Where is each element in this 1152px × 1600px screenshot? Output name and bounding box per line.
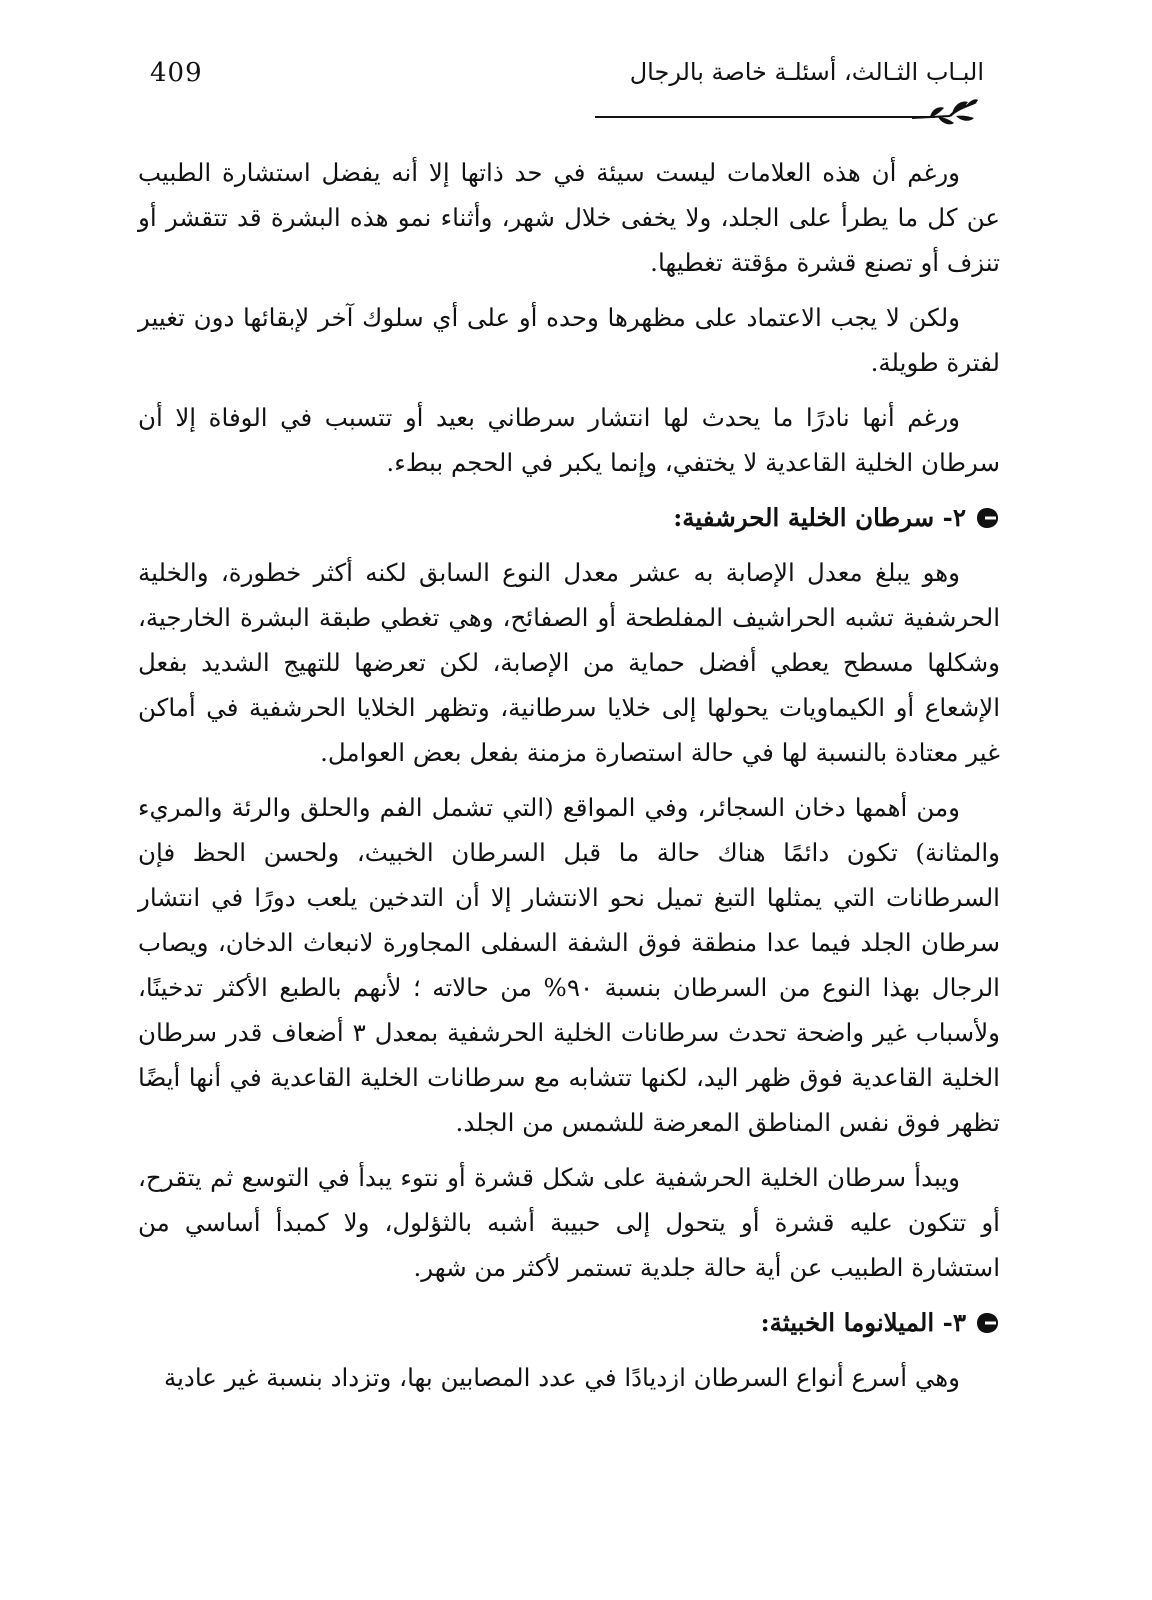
paragraph: ورغم أن هذه العلامات ليست سيئة في حد ذاتها إلا أنه يفضل استشارة الطبيب عن كل ما يطرأ على الجلد، ولا يخفى خلال شهر، وأثناء نمو هذه البشرة قد تتقشر أو تنزف أو تصنع قشرة مؤقتة تغطيها.	[138, 158, 1000, 277]
page-body	[138, 150, 1000, 1410]
paragraph: وهي أسرع أنواع السرطان ازديادًا في عدد المصابين بها، وتزداد بنسبة غير عادية	[163, 1363, 960, 1392]
paragraph: ويبدأ سرطان الخلية الحرشفية على شكل قشرة أو نتوء يبدأ في التوسع ثم يتقرح، أو تتكون عليه قشرة أو يتحول إلى حبيبة أشبه بالثؤلول، ولا كمبدأ أساسي من استشارة الطبيب عن أية حالة جلدية تستمر لأكثر من شهر.	[138, 1163, 1000, 1282]
section-heading-melanoma	[138, 1300, 1000, 1345]
leaf-branch-icon	[910, 96, 980, 136]
header-rule	[595, 116, 935, 118]
section-heading-text: ٣- الميلانوما الخبيثة:	[760, 1308, 966, 1337]
section-heading-text: ٢- سرطان الخلية الحرشفية:	[673, 503, 966, 532]
paragraph: ومن أهمها دخان السجائر، وفي المواقع (التي تشمل الفم والحلق والرئة والمريء والمثانة) تكون دائمًا هناك حالة ما قبل السرطان الخبيث، ولحسن الحظ فإن السرطانات التي يمثلها التبغ تميل نحو الانتشار إلا أن التدخين يلعب دورًا في انتشار سرطان الجلد فيما عدا منطقة فوق الشفة السفلى المجاورة لانبعاث الدخان، ويصاب الرجال بهذا النوع من السرطان بنسبة ٩٠% من حالاته ؛ لأنهم بالطبع الأكثر تدخينًا، ولأسباب غير واضحة تحدث سرطانات الخلية الحرشفية بمعدل ٣ أضعاف قدر سرطان الخلية القاعدية فوق ظهر اليد، لكنها تتشابه مع سرطانات الخلية القاعدية في أنها أيضًا تظهر فوق نفس المناطق المعرضة للشمس من الجلد.	[138, 793, 1000, 1137]
page-number: 409	[150, 58, 203, 88]
bullet-arrow-icon	[976, 1312, 1000, 1334]
bullet-arrow-icon	[976, 507, 1000, 529]
paragraph: ولكن لا يجب الاعتماد على مظهرها وحده أو على أي سلوك آخر لإبقائها دون تغيير لفترة طويلة.	[138, 303, 1000, 377]
running-title: البـاب الثـالث، أسئلـة خاصة بالرجال	[629, 58, 984, 86]
paragraph: ورغم أنها نادرًا ما يحدث لها انتشار سرطاني بعيد أو تتسبب في الوفاة إلا أن سرطان الخلية القاعدية لا يختفي، وإنما يكبر في الحجم ببطء.	[138, 403, 1000, 477]
section-heading-squamous	[138, 495, 1000, 540]
paragraph: وهو يبلغ معدل الإصابة به عشر معدل النوع السابق لكنه أكثر خطورة، والخلية الحرشفية تشبه الحراشيف المفلطحة أو الصفائح، وهي تغطي طبقة البشرة الخارجية، وشكلها مسطح يعطي أفضل حماية من الإصابة، لكن تعرضها للتهيج الشديد بفعل الإشعاع أو الكيماويات يحولها إلى خلايا سرطانية، وتظهر الخلايا الحرشفية في أماكن غير معتادة بالنسبة لها في حالة استصارة مزمنة بفعل بعض العوامل.	[138, 558, 1000, 767]
